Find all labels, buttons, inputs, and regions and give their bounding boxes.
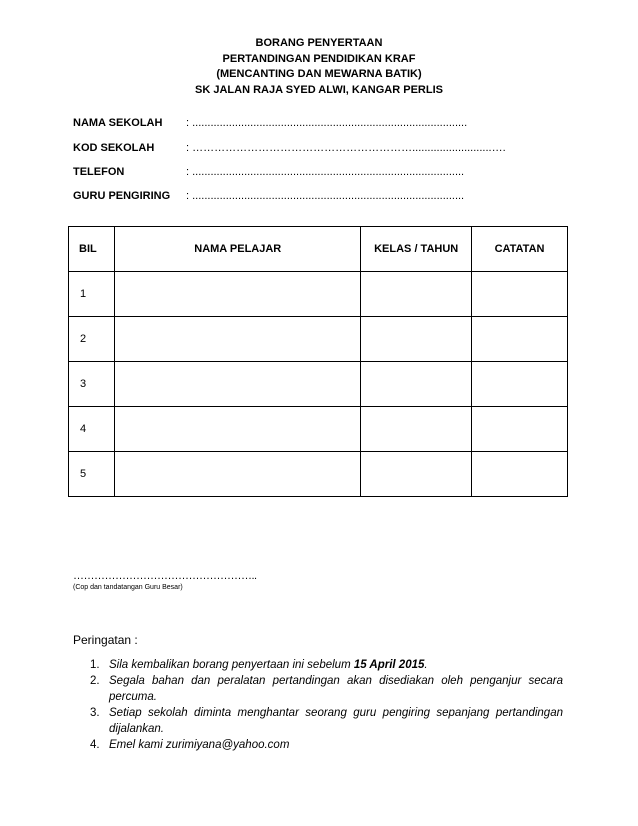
item-number: 1.	[90, 659, 100, 671]
cell-catatan[interactable]	[472, 452, 568, 497]
item-number: 3.	[90, 707, 100, 719]
list-item	[73, 705, 563, 737]
table-row	[69, 272, 568, 317]
table-row	[69, 362, 568, 407]
header-bil: BIL	[69, 227, 115, 272]
row-number: 3	[69, 362, 115, 407]
item-text: Sila kembalikan borang penyertaan ini sebelum	[109, 659, 354, 671]
header-catatan: CATATAN	[472, 227, 568, 272]
cell-nama[interactable]	[115, 407, 361, 452]
table-row	[69, 407, 568, 452]
field-label: GURU PENGIRING	[73, 190, 171, 202]
field-label: TELEFON	[73, 166, 125, 178]
cell-kelas[interactable]	[361, 317, 472, 362]
title-line-3: (MENCANTING DAN MEWARNA BATIK)	[216, 68, 422, 80]
cell-catatan[interactable]	[472, 272, 568, 317]
field-kod-sekolah	[73, 142, 506, 154]
field-label: NAMA SEKOLAH	[73, 117, 163, 129]
row-number: 4	[69, 407, 115, 452]
row-number: 2	[69, 317, 115, 362]
deadline-date: 15 April 2015	[353, 659, 425, 671]
cell-catatan[interactable]	[472, 317, 568, 362]
row-number: 1	[69, 272, 115, 317]
item-text-end: .	[424, 659, 428, 671]
table-header-row	[69, 227, 568, 272]
item-number: 2.	[90, 675, 100, 687]
cell-nama[interactable]	[115, 272, 361, 317]
list-item	[73, 673, 563, 705]
field-blank: : .........................................................................................	[186, 166, 465, 178]
field-blank: : ..........................................................................................	[186, 117, 468, 129]
title-line-1: BORANG PENYERTAAN	[255, 37, 383, 49]
cell-nama[interactable]	[115, 452, 361, 497]
list-item	[73, 737, 563, 753]
field-blank: : ……………………………………………………..........................….	[186, 142, 506, 154]
field-label: KOD SEKOLAH	[73, 142, 155, 154]
notes-list	[73, 657, 563, 753]
header-nama-pelajar: NAMA PELAJAR	[115, 227, 361, 272]
form-title	[0, 36, 638, 98]
title-line-4: SK JALAN RAJA SYED ALWI, KANGAR PERLIS	[195, 83, 443, 96]
signature-line: ……………………………………………..	[73, 570, 257, 582]
cell-kelas[interactable]	[361, 452, 472, 497]
item-number: 4.	[90, 739, 100, 751]
header-kelas-tahun: KELAS / TAHUN	[361, 227, 472, 272]
cell-kelas[interactable]	[361, 362, 472, 407]
table-row	[69, 452, 568, 497]
cell-catatan[interactable]	[472, 407, 568, 452]
field-telefon	[73, 166, 464, 178]
item-text: Emel kami zurimiyana@yahoo.com	[109, 739, 290, 751]
row-number: 5	[69, 452, 115, 497]
item-text: Setiap sekolah diminta menghantar seorang guru pengiring sepanjang pertandingan dijalankan.	[109, 707, 563, 735]
cell-catatan[interactable]	[472, 362, 568, 407]
cell-kelas[interactable]	[361, 407, 472, 452]
title-line-2: PERTANDINGAN PENDIDIKAN KRAF	[222, 52, 416, 65]
field-nama-sekolah	[73, 117, 467, 129]
cell-kelas[interactable]	[361, 272, 472, 317]
cell-nama[interactable]	[115, 317, 361, 362]
list-item	[73, 657, 563, 673]
item-text: Segala bahan dan peralatan pertandingan akan disediakan oleh penganjur secara percuma.	[109, 675, 563, 703]
table-row	[69, 317, 568, 362]
notes-heading: Peringatan :	[73, 633, 138, 647]
field-blank: : .........................................................................................	[186, 190, 465, 202]
student-table	[68, 226, 568, 497]
field-guru-pengiring	[73, 190, 464, 202]
cell-nama[interactable]	[115, 362, 361, 407]
signature-caption: (Cop dan tandatangan Guru Besar)	[73, 584, 183, 591]
